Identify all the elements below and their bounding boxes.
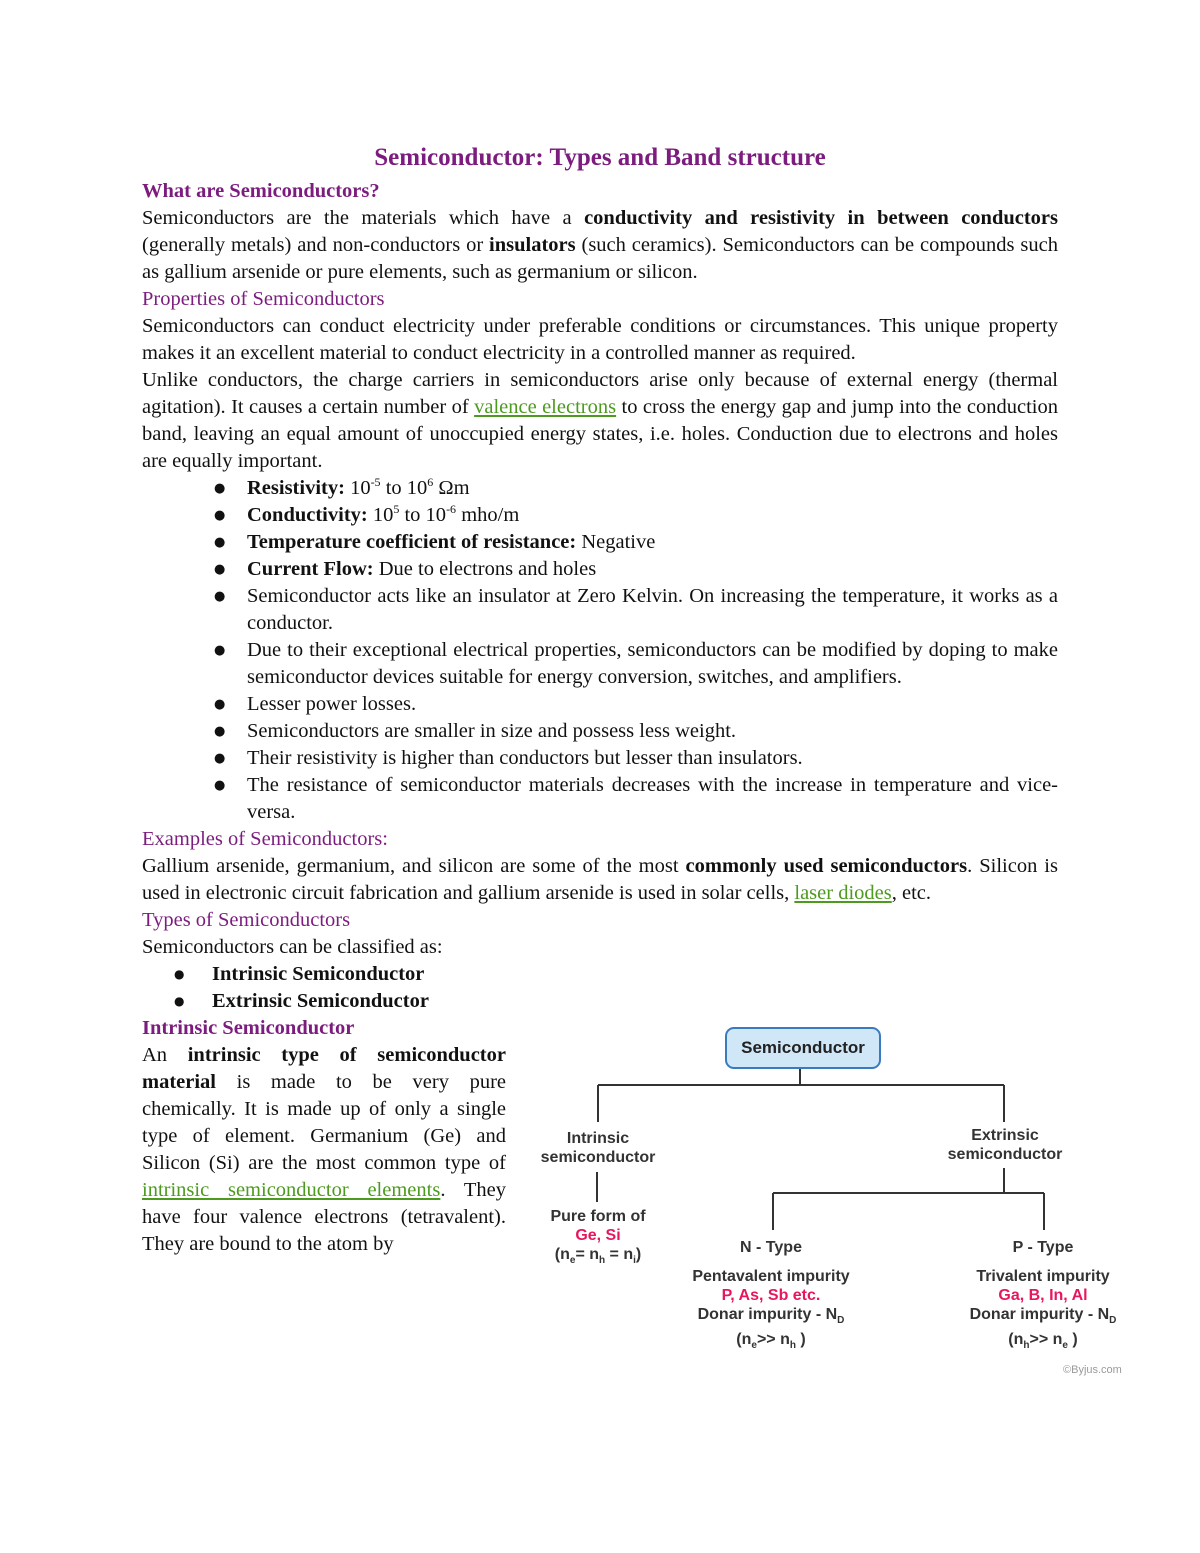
node-intrinsic: Intrinsic semiconductor — [540, 1130, 656, 1166]
heading-examples: Examples of Semiconductors: — [142, 828, 388, 850]
node-ptype: P - Type Trivalent impurity Ga, B, In, Al Donar impurity - $N_D$ ($n_h>> n_e$ ) — [969, 1239, 1117, 1352]
paragraph-definition: Semiconductors are the materials which have a conductivity and resistivity in between conductors (generally metals) and non-conductors or insulators (such ceramics). Semiconductors can be compounds such as gallium arsenide or pure elements, such as germanium or silicon. — [142, 207, 1059, 283]
list-item-temperature-resistance: ● The resistance of semiconductor materials decreases with the increase in temperature and vice-versa. — [247, 772, 1058, 826]
list-item-size-weight: ● Semiconductors are smaller in size and possess less weight. — [247, 718, 1058, 745]
heading-intrinsic: Intrinsic Semiconductor — [142, 1017, 355, 1039]
watermark: ©Byjus.com — [1063, 1364, 1122, 1376]
node-semiconductor: Semiconductor — [725, 1027, 881, 1069]
list-item-zero-kelvin: ● Semiconductor acts like an insulator at Zero Kelvin. On increasing the temperature, it works as a conductor. — [247, 583, 1058, 637]
paragraph-properties-1: Semiconductors can conduct electricity under preferable conditions or circumstances. This unique property makes it an excellent material to conduct electricity in a controlled manner as required. — [142, 315, 1058, 364]
link-intrinsic-semiconductor-elements[interactable]: intrinsic semiconductor elements — [142, 1179, 441, 1201]
node-pure-form: Pure form of Ge, Si $(n_e= n_h = n_i)$ — [550, 1208, 646, 1267]
list-item-doping: ● Due to their exceptional electrical properties, semiconductors can be modified by doping to make semiconductor devices suitable for energy conversion, switches, and amplifiers. — [247, 637, 1058, 691]
properties-list — [142, 475, 1058, 826]
link-valence-electrons[interactable]: valence electrons — [474, 396, 617, 418]
list-item-power-losses: ● Lesser power losses. — [247, 691, 1058, 718]
node-ntype: N - Type Pentavalent impurity P, As, Sb etc. Donar impurity - $N_D$ ($n_e>> n_h$ ) — [692, 1239, 850, 1352]
node-extrinsic: Extrinsic semiconductor — [947, 1127, 1063, 1163]
left-column — [142, 907, 506, 1258]
page-title: Semiconductor: Types and Band structure — [374, 144, 826, 171]
heading-types: Types of Semiconductors — [142, 909, 351, 931]
list-item-resistivity: ● Resistivity: $10^{-5}$ to $10^6$ Ωm — [247, 475, 1058, 502]
heading-what-are-semiconductors: What are Semiconductors? — [142, 180, 380, 202]
list-item-current-flow: ● Current Flow: Due to electrons and holes — [247, 556, 1058, 583]
paragraph-properties-2: Unlike conductors, the charge carriers in semiconductors arise only because of external energy (thermal agitation). It causes a certain number of valence electrons to cross the energy gap and jump into the conduction band, leaving an equal amount of unoccupied energy states, i.e. holes. Conduction due to electrons and holes are equally important. — [142, 369, 1059, 472]
paragraph-intrinsic: An intrinsic type of semiconductor material is made to be very pure chemically. It is made up of only a single type of element. Germanium (Ge) and Silicon (Si) are the most common type of intrinsic semiconductor elements. They have four valence electrons (tetravalent). They are bound to the atom by — [142, 1044, 506, 1255]
list-item-intrinsic: ● Intrinsic Semiconductor — [212, 961, 506, 988]
link-laser-diodes[interactable]: laser diodes — [794, 882, 892, 904]
list-item-temperature-coefficient: ● Temperature coefficient of resistance: Negative — [247, 529, 1058, 556]
paragraph-examples: Gallium arsenide, germanium, and silicon are some of the most commonly used semiconductors. Silicon is used in electronic circuit fabrication and gallium arsenide is used in solar cells, laser diodes, etc. — [142, 855, 1058, 904]
list-item-extrinsic: ● Extrinsic Semiconductor — [212, 988, 506, 1015]
list-item-resistivity-comparison: ● Their resistivity is higher than conductors but lesser than insulators. — [247, 745, 1058, 772]
heading-properties: Properties of Semiconductors — [142, 288, 385, 310]
semiconductor-classification-diagram — [525, 1022, 1125, 1402]
types-intro: Semiconductors can be classified as: — [142, 936, 443, 958]
types-list — [142, 961, 506, 1015]
list-item-conductivity: ● Conductivity: $10^5$ to $10^{-6}$ mho/m — [247, 502, 1058, 529]
